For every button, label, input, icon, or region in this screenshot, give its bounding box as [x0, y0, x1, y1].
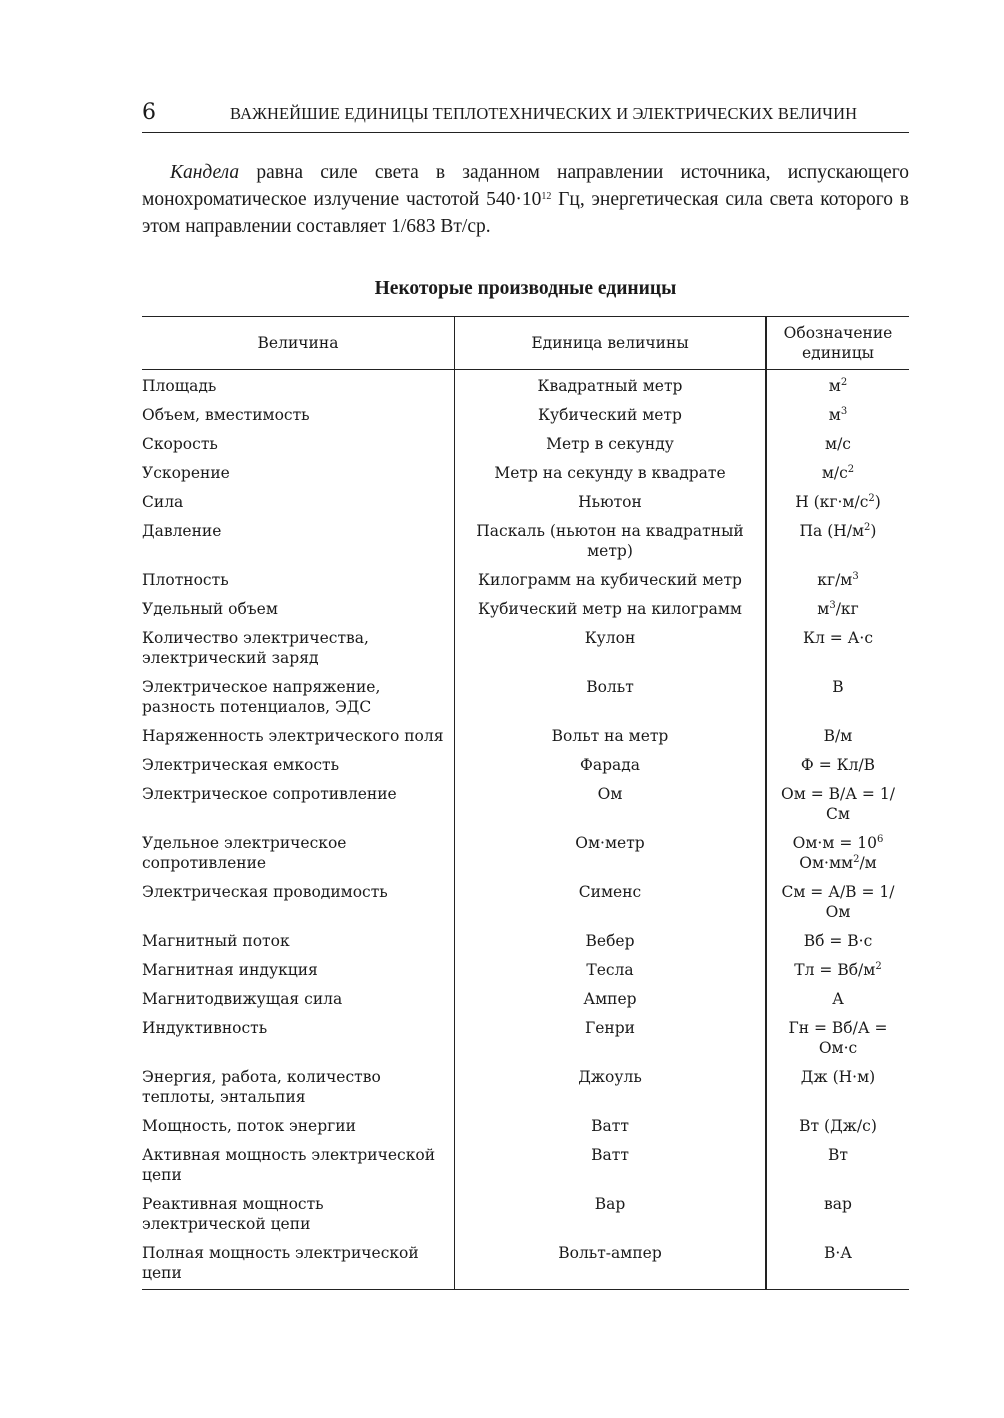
symbol-part: Ом·м = 10 [792, 834, 877, 852]
paragraph-text-1: равна силе света в заданном направлении источника, испускающего монохроматическое излучение частотой 540·10 [142, 162, 909, 210]
column-header-symbol: Обозначение единицы [766, 317, 909, 370]
cell-quantity: Энергия, работа, количество теплоты, энтальпия [142, 1068, 381, 1106]
cell-symbol [766, 431, 909, 460]
cell-unit: Ватт [455, 1142, 767, 1191]
cell-unit: Джоуль [455, 1064, 767, 1113]
symbol-part: ) [874, 493, 881, 511]
page-header [142, 100, 909, 133]
cell-symbol [766, 752, 909, 781]
cell-symbol [766, 674, 909, 723]
cell-quantity: Мощность, поток энергии [142, 1117, 356, 1135]
symbol-part: м [817, 600, 830, 618]
cell-unit: Метр в секунду [455, 431, 767, 460]
cell-quantity: Электрическая емкость [142, 756, 340, 774]
cell-symbol [766, 625, 909, 674]
symbol-part: вар [824, 1195, 852, 1213]
cell-symbol [766, 460, 909, 489]
table-row [142, 928, 909, 957]
cell-unit: Фарада [455, 752, 767, 781]
cell-symbol [766, 1113, 909, 1142]
cell-unit: Кубический метр на килограмм [455, 596, 767, 625]
cell-symbol [766, 723, 909, 752]
symbol-part: См = А/В = 1/Ом [781, 883, 895, 921]
symbol-part: Вб = В·с [803, 932, 873, 950]
symbol-exponent: 3 [840, 406, 848, 417]
page [142, 100, 909, 1290]
page-number: 6 [142, 100, 156, 125]
symbol-exponent: 2 [864, 522, 871, 533]
cell-quantity: Магнитная индукция [142, 961, 318, 979]
cell-quantity: Площадь [142, 377, 217, 395]
table-body [142, 370, 909, 1290]
cell-quantity: Плотность [142, 571, 229, 589]
symbol-part: В·А [823, 1244, 853, 1262]
table-row [142, 489, 909, 518]
symbol-part: А [832, 990, 844, 1008]
cell-unit: Кулон [455, 625, 767, 674]
symbol-part: Ом = В/А = 1/См [781, 785, 895, 823]
cell-unit: Ампер [455, 986, 767, 1015]
cell-unit: Сименс [455, 879, 767, 928]
cell-quantity: Скорость [142, 435, 218, 453]
cell-quantity: Удельное электрическое сопротивление [142, 834, 347, 872]
units-table [142, 316, 909, 1290]
cell-unit: Вебер [455, 928, 767, 957]
table-row [142, 830, 909, 879]
column-header-unit: Единица величины [455, 317, 767, 370]
symbol-exponent: 2 [875, 961, 882, 972]
cell-symbol [766, 518, 909, 567]
symbol-part: В [832, 678, 844, 696]
cell-quantity: Электрическая проводимость [142, 883, 388, 901]
cell-quantity: Удельный объем [142, 600, 278, 618]
symbol-part: Па (Н/м [799, 522, 865, 540]
table-row [142, 431, 909, 460]
cell-symbol [766, 879, 909, 928]
cell-unit: Метр на секунду в квадрате [455, 460, 767, 489]
cell-unit: Вольт на метр [455, 723, 767, 752]
table-row [142, 460, 909, 489]
symbol-exponent: 3 [852, 571, 859, 582]
cell-unit: Килограмм на кубический метр [455, 567, 767, 596]
cell-unit: Ом·метр [455, 830, 767, 879]
cell-symbol [766, 596, 909, 625]
cell-unit: Квадратный метр [455, 370, 767, 403]
table-row [142, 674, 909, 723]
symbol-part: м [828, 406, 841, 424]
cell-unit: Тесла [455, 957, 767, 986]
symbol-part: /м [859, 854, 877, 872]
cell-symbol [766, 1015, 909, 1064]
table-row [142, 567, 909, 596]
exponent: 12 [541, 191, 552, 202]
paragraph-text-2: Гц, энергетическая сила света которого в этом направлении составляет 1/683 Вт/ср. [142, 189, 910, 237]
cell-quantity: Объем, вместимость [142, 406, 310, 424]
column-header-quantity: Величина [142, 317, 455, 370]
cell-unit: Генри [455, 1015, 767, 1064]
cell-unit: Вольт [455, 674, 767, 723]
table-row [142, 1113, 909, 1142]
running-title: ВАЖНЕЙШИЕ ЕДИНИЦЫ ТЕПЛОТЕХНИЧЕСКИХ И ЭЛЕКТРИЧЕСКИХ ВЕЛИЧИН [230, 104, 858, 123]
cell-unit: Кубический метр [455, 402, 767, 431]
cell-unit: Вар [455, 1191, 767, 1240]
cell-symbol [766, 370, 909, 403]
cell-symbol [766, 1142, 909, 1191]
cell-symbol [766, 1240, 909, 1290]
symbol-part: м/с [821, 464, 848, 482]
table-row [142, 1015, 909, 1064]
table-row [142, 1191, 909, 1240]
table-title: Некоторые производные единицы [374, 278, 677, 299]
cell-unit: Вольт-ампер [455, 1240, 767, 1290]
cell-symbol [766, 928, 909, 957]
cell-quantity: Полная мощность электрической цепи [142, 1240, 455, 1290]
symbol-part: /кг [835, 600, 859, 618]
cell-unit: Ватт [455, 1113, 767, 1142]
cell-symbol [766, 781, 909, 830]
symbol-part: Кл = А·с [802, 629, 874, 647]
cell-symbol [766, 986, 909, 1015]
cell-quantity: Количество электричества, электрический заряд [142, 629, 369, 667]
symbol-part: м [828, 377, 841, 395]
table-header-row [142, 317, 909, 370]
cell-quantity: Наряженность электрического поля [142, 727, 444, 745]
cell-unit: Ом [455, 781, 767, 830]
table-row [142, 1064, 909, 1113]
symbol-part: Вт (Дж/с) [799, 1117, 877, 1135]
symbol-exponent: 2 [868, 493, 875, 504]
cell-quantity: Реактивная мощность электрической цепи [142, 1195, 324, 1233]
cell-symbol [766, 489, 909, 518]
cell-quantity: Электрическое сопротивление [142, 785, 397, 803]
symbol-part: Вт [828, 1146, 848, 1164]
symbol-part: Тл = Вб/м [794, 961, 876, 979]
cell-quantity: Электрическое напряжение, разность потенциалов, ЭДС [142, 678, 381, 716]
symbol-part: Ф = Кл/В [800, 756, 876, 774]
symbol-part: Гн = Вб/А = Ом·с [788, 1019, 888, 1057]
symbol-part: Дж (Н·м) [800, 1068, 876, 1086]
symbol-exponent: 2 [847, 464, 855, 475]
cell-quantity: Ускорение [142, 464, 230, 482]
table-row [142, 723, 909, 752]
symbol-part: Н (кг·м/с [795, 493, 869, 511]
cell-symbol [766, 830, 909, 879]
symbol-part: кг/м [817, 571, 853, 589]
cell-quantity: Активная мощность электрической цепи [142, 1146, 436, 1184]
cell-symbol [766, 402, 909, 431]
symbol-part: ) [870, 522, 877, 540]
table-row [142, 986, 909, 1015]
symbol-part: м/с [825, 435, 851, 453]
italic-term: Кандела [170, 162, 240, 183]
cell-symbol [766, 1191, 909, 1240]
symbol-exponent: 2 [853, 854, 860, 865]
symbol-exponent: 6 [876, 834, 884, 845]
cell-quantity: Магнитодвижущая сила [142, 990, 343, 1008]
cell-quantity: Индуктивность [142, 1019, 268, 1037]
table-row [142, 781, 909, 830]
table-row [142, 402, 909, 431]
table-row [142, 752, 909, 781]
table-row [142, 370, 909, 403]
symbol-part: Ом·мм [799, 854, 854, 872]
cell-quantity: Магнитный поток [142, 932, 290, 950]
table-row [142, 1142, 909, 1191]
cell-unit: Паскаль (ньютон на квадратный метр) [455, 518, 767, 567]
table-row [142, 518, 909, 567]
body-paragraph [142, 159, 909, 240]
table-row [142, 1240, 909, 1290]
table-row [142, 957, 909, 986]
table-row [142, 879, 909, 928]
table-row [142, 625, 909, 674]
cell-symbol [766, 957, 909, 986]
symbol-exponent: 2 [840, 377, 848, 388]
symbol-part: В/м [823, 727, 853, 745]
cell-quantity: Давление [142, 522, 222, 540]
cell-quantity: Сила [142, 493, 184, 511]
cell-unit: Ньютон [455, 489, 767, 518]
symbol-exponent: 3 [829, 600, 836, 611]
table-row [142, 596, 909, 625]
cell-symbol [766, 1064, 909, 1113]
cell-symbol [766, 567, 909, 596]
